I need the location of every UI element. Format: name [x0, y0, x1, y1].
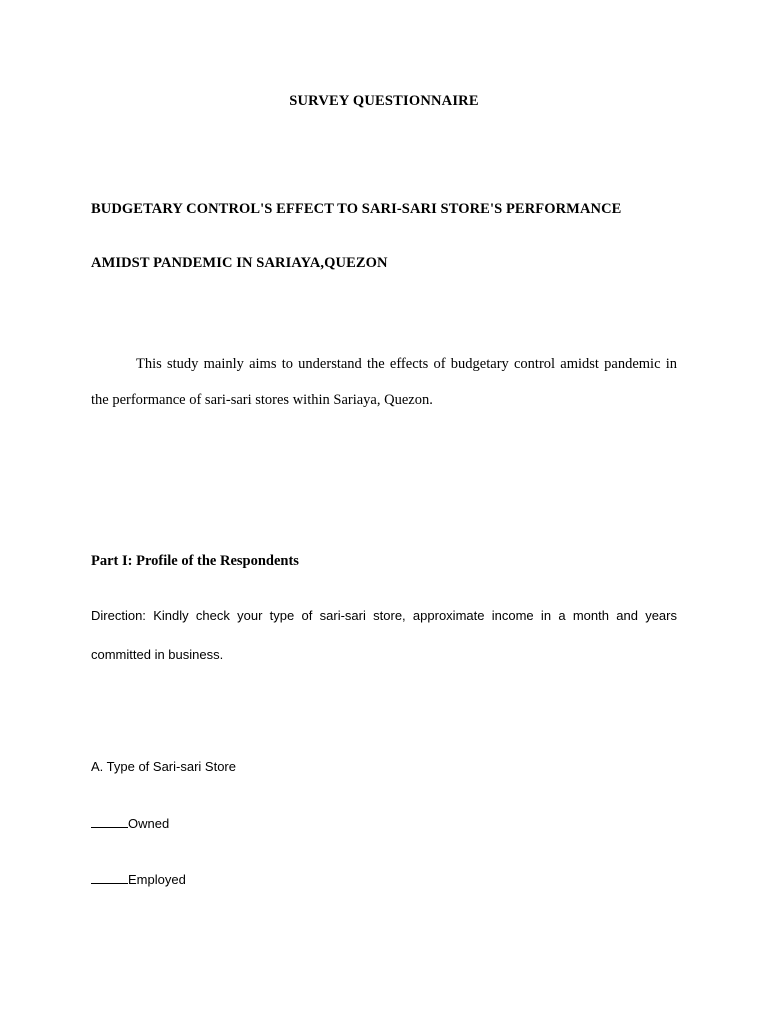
part-1-heading: Part I: Profile of the Respondents	[91, 553, 299, 569]
direction-text-line-1: Kindly check your type of sari-sari store, approximate income in a month and years	[153, 608, 677, 623]
option-owned	[91, 815, 169, 831]
study-title-line-1: BUDGETARY CONTROL'S EFFECT TO SARI-SARI STORE'S PERFORMANCE	[91, 201, 622, 217]
check-blank-employed[interactable]	[91, 871, 128, 884]
check-blank-owned[interactable]	[91, 815, 128, 828]
section-a-heading: A. Type of Sari-sari Store	[91, 759, 236, 774]
option-employed	[91, 871, 186, 887]
direction-line-2: committed in business.	[91, 647, 224, 662]
document-title: SURVEY QUESTIONNAIRE	[289, 93, 479, 109]
intro-paragraph-line-2: the performance of sari-sari stores within Sariaya, Quezon.	[91, 392, 433, 408]
option-employed-label: Employed	[128, 872, 186, 887]
study-title-line-2: AMIDST PANDEMIC IN SARIAYA,QUEZON	[91, 255, 388, 271]
intro-paragraph-line-1	[91, 356, 677, 373]
intro-text-line-1: This study mainly aims to understand the effects of budgetary control amidst pandemic in	[136, 356, 677, 372]
option-owned-label: Owned	[128, 816, 170, 831]
direction-line-1	[91, 608, 677, 623]
direction-label: Direction:	[91, 608, 146, 623]
